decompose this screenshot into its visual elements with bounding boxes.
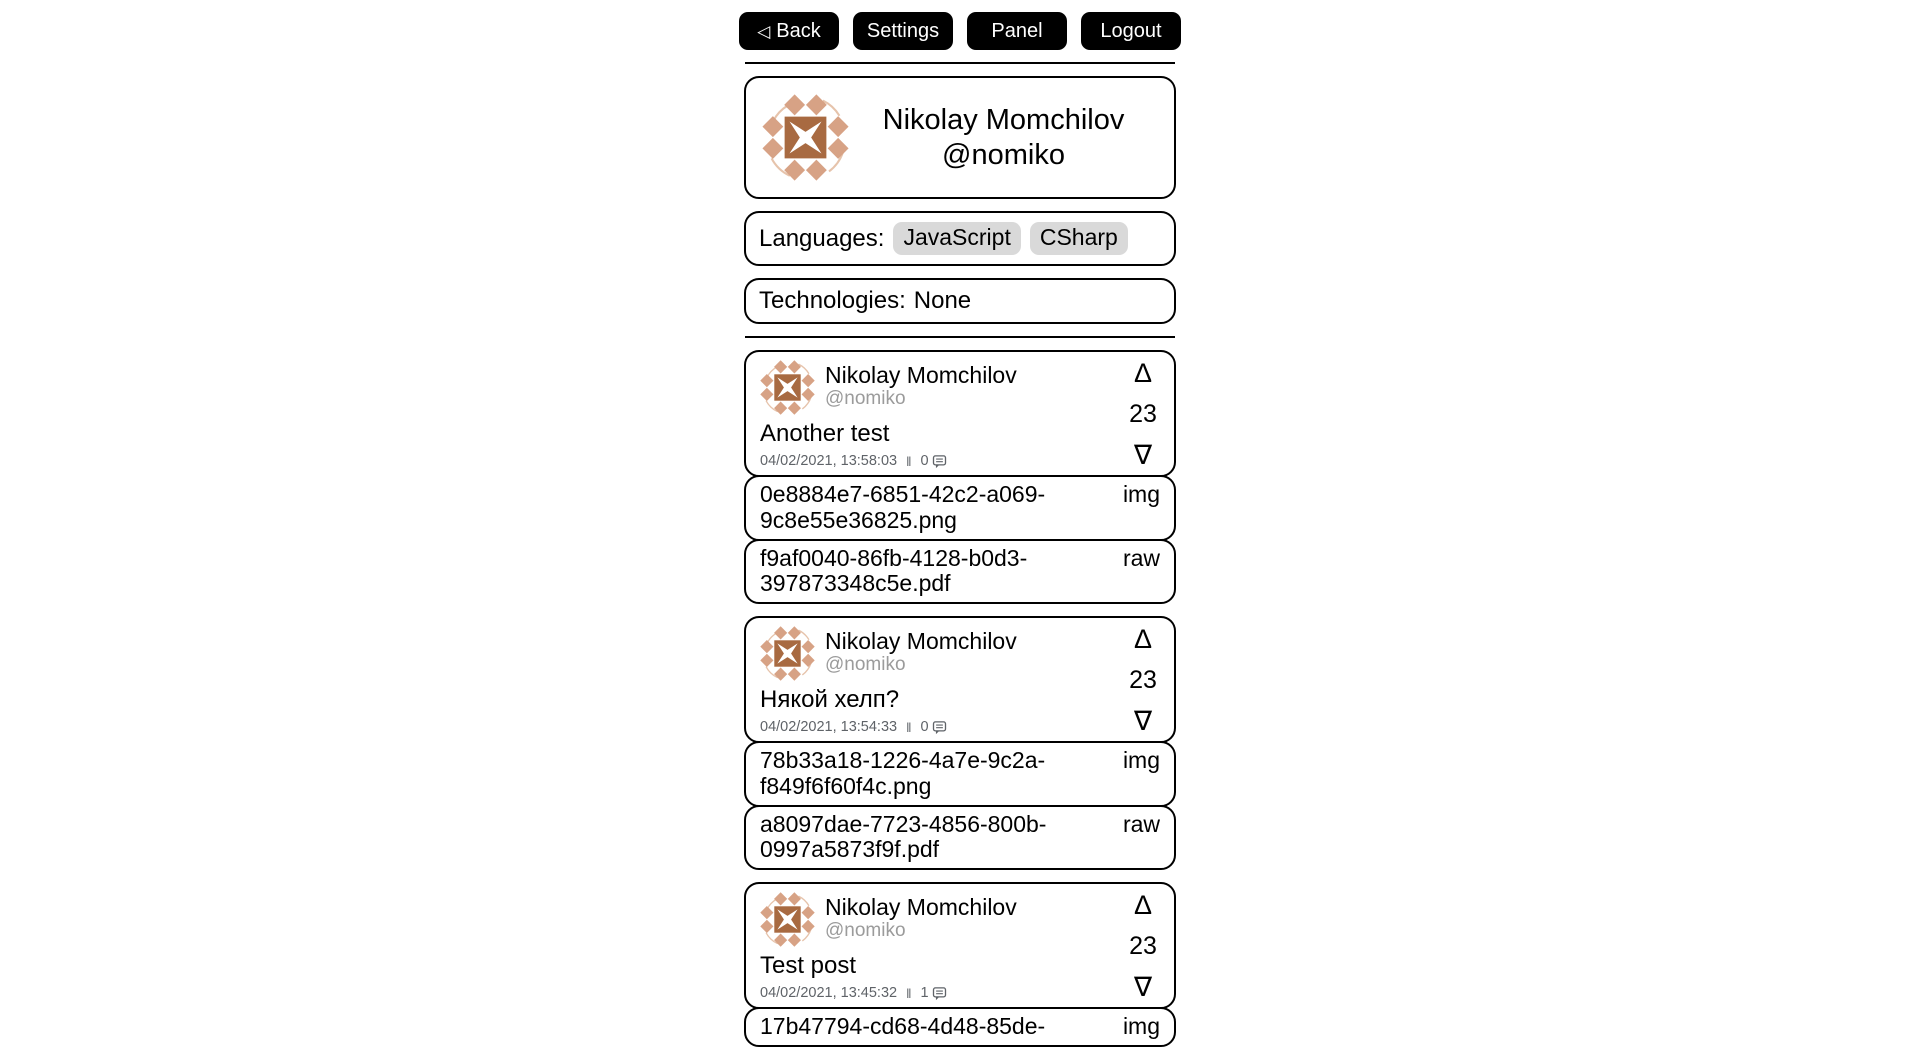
- profile-avatar: [762, 94, 849, 181]
- attachments-list: [744, 741, 1176, 870]
- vote-count: 23: [1129, 932, 1157, 960]
- post-card[interactable]: [744, 350, 1176, 477]
- post-author-name: Nikolay Momchilov: [825, 894, 1017, 920]
- languages-label: Languages:: [759, 224, 885, 252]
- profile-card: [744, 76, 1176, 199]
- post-timestamp: 04/02/2021, 13:54:33: [760, 719, 898, 735]
- technologies-card: [744, 278, 1176, 324]
- vote-count: 23: [1129, 400, 1157, 428]
- profile-handle: @nomiko: [942, 138, 1065, 171]
- post-avatar: [760, 360, 815, 415]
- vote-column: [1126, 892, 1160, 1001]
- post-author-name: Nikolay Momchilov: [825, 628, 1017, 654]
- attachment-filename: 17b47794-cd68-4d48-85de-: [760, 1013, 1046, 1039]
- comment-bubble-icon: [932, 720, 947, 735]
- attachment-row[interactable]: [744, 475, 1176, 541]
- content-column: [744, 62, 1176, 1047]
- comment-count: 0: [920, 719, 929, 735]
- attachment-type-label: raw: [1122, 810, 1160, 837]
- post-author: [825, 360, 1017, 411]
- profile-name: Nikolay Momchilov: [882, 104, 1125, 137]
- attachment-type-label: raw: [1122, 544, 1160, 571]
- post-header: [760, 626, 1160, 681]
- post-author-handle: @nomiko: [825, 654, 906, 676]
- post-author-handle: @nomiko: [825, 388, 906, 410]
- comment-count: 0: [920, 453, 929, 469]
- attachments-list: [744, 1007, 1176, 1047]
- back-arrow-icon: ◁: [757, 21, 771, 41]
- language-badge: CSharp: [1030, 222, 1128, 255]
- post: [744, 616, 1176, 870]
- attachment-filename: 0e8884e7-6851-42c2-a069-9c8e55e36825.png: [760, 481, 1046, 533]
- post-author: [825, 892, 1017, 943]
- attachment-row[interactable]: [744, 805, 1176, 871]
- post: [744, 882, 1176, 1047]
- post-title: Test post: [760, 952, 857, 979]
- post-header: [760, 360, 1160, 415]
- post-meta: [760, 985, 1160, 1001]
- attachment-row[interactable]: [744, 539, 1176, 605]
- language-badge-list: [893, 222, 1127, 255]
- post-avatar: [760, 892, 815, 947]
- posts-divider: [745, 336, 1175, 338]
- post-timestamp: 04/02/2021, 13:45:32: [760, 985, 898, 1001]
- technologies-label: Technologies:: [759, 287, 906, 314]
- post-meta: [760, 719, 1160, 735]
- logout-button[interactable]: Logout: [1081, 12, 1181, 50]
- attachment-filename: a8097dae-7723-4856-800b-0997a5873f9f.pdf: [760, 810, 1047, 863]
- toolbar: [0, 0, 1920, 50]
- settings-button[interactable]: Settings: [853, 12, 953, 50]
- comment-count: 1: [920, 985, 929, 1001]
- upvote-button[interactable]: Δ: [1133, 624, 1153, 654]
- post-timestamp: 04/02/2021, 13:58:03: [760, 453, 898, 469]
- post-card[interactable]: [744, 882, 1176, 1009]
- downvote-button[interactable]: ∇: [1133, 440, 1153, 470]
- vote-column: [1126, 626, 1160, 735]
- post-author: [825, 626, 1017, 677]
- posts-list: [744, 350, 1176, 1047]
- post-title: Някой хелп?: [760, 686, 900, 713]
- double-bar-separator-icon: ‖: [906, 719, 912, 735]
- post-author-name: Nikolay Momchilov: [825, 362, 1017, 388]
- technologies-value: None: [913, 287, 972, 314]
- post-card[interactable]: [744, 616, 1176, 743]
- vote-column: [1126, 360, 1160, 469]
- upvote-button[interactable]: Δ: [1133, 358, 1153, 388]
- post-meta: [760, 453, 1160, 469]
- back-button[interactable]: ◁ Back: [739, 12, 839, 50]
- upvote-button[interactable]: Δ: [1133, 890, 1153, 920]
- attachment-type-label: img: [1122, 481, 1160, 507]
- panel-button[interactable]: Panel: [967, 12, 1067, 50]
- comment-bubble-icon: [932, 986, 947, 1001]
- top-divider: [745, 62, 1175, 64]
- post-title: Another test: [760, 420, 890, 447]
- vote-count: 23: [1129, 666, 1157, 694]
- attachment-row[interactable]: [744, 741, 1176, 807]
- double-bar-separator-icon: ‖: [906, 453, 912, 469]
- comment-bubble-icon: [932, 454, 947, 469]
- attachments-list: [744, 475, 1176, 604]
- language-badge: JavaScript: [893, 222, 1020, 255]
- double-bar-separator-icon: ‖: [906, 985, 912, 1001]
- post-header: [760, 892, 1160, 947]
- attachment-row[interactable]: [744, 1007, 1176, 1047]
- attachment-filename: 78b33a18-1226-4a7e-9c2a-f849f6f60f4c.png: [760, 747, 1046, 799]
- attachment-type-label: img: [1122, 747, 1160, 773]
- post-author-handle: @nomiko: [825, 920, 906, 942]
- downvote-button[interactable]: ∇: [1133, 972, 1153, 1002]
- downvote-button[interactable]: ∇: [1133, 706, 1153, 736]
- attachment-filename: f9af0040-86fb-4128-b0d3-397873348c5e.pdf: [760, 544, 1028, 597]
- post: [744, 350, 1176, 604]
- profile-names: [849, 103, 1158, 171]
- languages-card: [744, 211, 1176, 266]
- post-avatar: [760, 626, 815, 681]
- attachment-type-label: img: [1122, 1013, 1160, 1039]
